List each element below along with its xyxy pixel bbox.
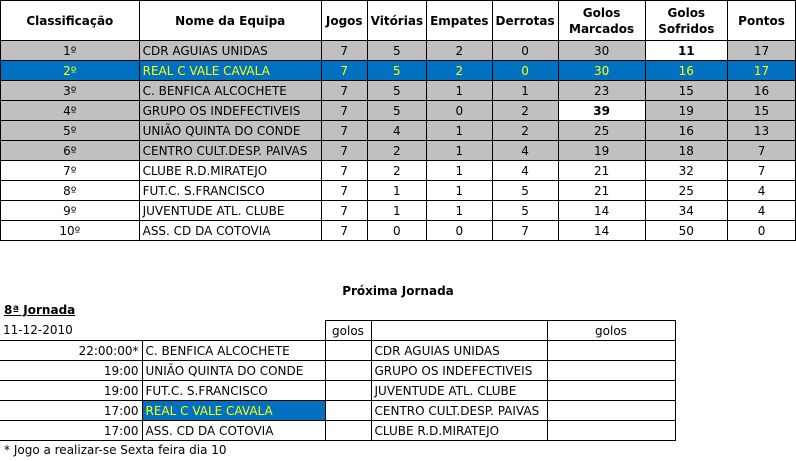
cell-pos: 2º <box>1 61 140 81</box>
cell-played: 7 <box>321 141 367 161</box>
cell-losses: 1 <box>492 81 558 101</box>
next-round-title: Próxima Jornada <box>342 284 454 298</box>
cell-played: 7 <box>321 181 367 201</box>
match-time: 17:00 <box>0 421 142 441</box>
table-row <box>1 101 796 121</box>
cell-pos: 4º <box>1 101 140 121</box>
away-team: CDR AGUIAS UNIDAS <box>371 341 547 361</box>
cell-pos: 9º <box>1 201 140 221</box>
away-team: CLUBE R.D.MIRATEJO <box>371 421 547 441</box>
cell-losses: 5 <box>492 181 558 201</box>
home-team: FUT.C. S.FRANCISCO <box>142 381 325 401</box>
cell-played: 7 <box>321 61 367 81</box>
cell-team: CDR AGUIAS UNIDAS <box>139 41 321 61</box>
cell-ga: 16 <box>645 61 728 81</box>
away-goals <box>547 401 675 421</box>
cell-pos: 8º <box>1 181 140 201</box>
cell-gf: 23 <box>558 81 645 101</box>
cell-wins: 5 <box>367 81 426 101</box>
fixtures-header-row <box>0 321 675 341</box>
cell-gf: 25 <box>558 121 645 141</box>
cell-pos: 5º <box>1 121 140 141</box>
cell-gf: 19 <box>558 141 645 161</box>
table-row <box>1 121 796 141</box>
cell-ga: 32 <box>645 161 728 181</box>
cell-ga: 18 <box>645 141 728 161</box>
header-losses: Derrotas <box>492 1 558 41</box>
cell-ga: 19 <box>645 101 728 121</box>
cell-wins: 2 <box>367 161 426 181</box>
cell-wins: 1 <box>367 201 426 221</box>
home-team: UNIÃO QUINTA DO CONDE <box>142 361 325 381</box>
cell-wins: 4 <box>367 121 426 141</box>
cell-pts: 13 <box>728 121 796 141</box>
cell-pos: 6º <box>1 141 140 161</box>
cell-draws: 2 <box>427 41 492 61</box>
cell-played: 7 <box>321 161 367 181</box>
home-goals <box>325 381 371 401</box>
match-time: 19:00 <box>0 361 142 381</box>
cell-pts: 17 <box>728 61 796 81</box>
cell-ga: 50 <box>645 221 728 241</box>
cell-pts: 7 <box>728 141 796 161</box>
cell-played: 7 <box>321 121 367 141</box>
cell-pts: 17 <box>728 41 796 61</box>
away-goals <box>547 381 675 401</box>
cell-team: FUT.C. S.FRANCISCO <box>139 181 321 201</box>
cell-gf: 30 <box>558 41 645 61</box>
cell-played: 7 <box>321 101 367 121</box>
cell-gf: 21 <box>558 181 645 201</box>
cell-gf: 30 <box>558 61 645 81</box>
table-row <box>1 141 796 161</box>
away-team: GRUPO OS INDEFECTIVEIS <box>371 361 547 381</box>
jornada-label: 8ª Jornada <box>4 303 76 317</box>
cell-team: JUVENTUDE ATL. CLUBE <box>139 201 321 221</box>
away-team: JUVENTUDE ATL. CLUBE <box>371 381 547 401</box>
cell-played: 7 <box>321 201 367 221</box>
cell-pts: 15 <box>728 101 796 121</box>
spacer <box>142 321 325 341</box>
fixture-row <box>0 381 675 401</box>
cell-team: C. BENFICA ALCOCHETE <box>139 81 321 101</box>
match-time: 19:00 <box>0 381 142 401</box>
fixture-row <box>0 361 675 381</box>
match-time: 22:00:00* <box>0 341 142 361</box>
cell-pts: 0 <box>728 221 796 241</box>
cell-team: UNIÃO QUINTA DO CONDE <box>139 121 321 141</box>
cell-wins: 0 <box>367 221 426 241</box>
cell-losses: 2 <box>492 101 558 121</box>
cell-wins: 5 <box>367 61 426 81</box>
home-goals-header: golos <box>325 321 371 341</box>
fixture-row <box>0 341 675 361</box>
cell-draws: 1 <box>427 121 492 141</box>
header-team: Nome da Equipa <box>139 1 321 41</box>
cell-played: 7 <box>321 221 367 241</box>
table-row <box>1 81 796 101</box>
away-goals <box>547 341 675 361</box>
cell-pts: 4 <box>728 181 796 201</box>
table-row <box>1 221 796 241</box>
cell-pos: 7º <box>1 161 140 181</box>
cell-played: 7 <box>321 81 367 101</box>
fixture-row <box>0 401 675 421</box>
cell-wins: 5 <box>367 41 426 61</box>
cell-gf: 39 <box>558 101 645 121</box>
cell-pts: 4 <box>728 201 796 221</box>
cell-losses: 0 <box>492 41 558 61</box>
cell-losses: 0 <box>492 61 558 81</box>
cell-pts: 7 <box>728 161 796 181</box>
spacer <box>371 321 547 341</box>
home-team: ASS. CD DA COTOVIA <box>142 421 325 441</box>
footnote: * Jogo a realizar-se Sexta feira dia 10 <box>4 443 227 457</box>
cell-losses: 7 <box>492 221 558 241</box>
cell-draws: 1 <box>427 141 492 161</box>
cell-wins: 1 <box>367 181 426 201</box>
cell-ga: 11 <box>645 41 728 61</box>
table-row <box>1 161 796 181</box>
fixtures-table <box>0 320 676 441</box>
cell-draws: 1 <box>427 181 492 201</box>
home-goals <box>325 421 371 441</box>
home-team: REAL C VALE CAVALA <box>142 401 325 421</box>
cell-team: CLUBE R.D.MIRATEJO <box>139 161 321 181</box>
cell-gf: 21 <box>558 161 645 181</box>
cell-losses: 5 <box>492 201 558 221</box>
cell-played: 7 <box>321 41 367 61</box>
away-goals <box>547 421 675 441</box>
table-row <box>1 201 796 221</box>
cell-team: CENTRO CULT.DESP. PAIVAS <box>139 141 321 161</box>
cell-pos: 3º <box>1 81 140 101</box>
cell-ga: 34 <box>645 201 728 221</box>
cell-pos: 1º <box>1 41 140 61</box>
table-row <box>1 181 796 201</box>
header-goals-for: Golos Marcados <box>558 1 645 41</box>
fixture-row <box>0 421 675 441</box>
cell-pts: 16 <box>728 81 796 101</box>
cell-draws: 2 <box>427 61 492 81</box>
cell-ga: 15 <box>645 81 728 101</box>
header-goals-against: Golos Sofridos <box>645 1 728 41</box>
cell-draws: 1 <box>427 81 492 101</box>
away-team: CENTRO CULT.DESP. PAIVAS <box>371 401 547 421</box>
cell-ga: 25 <box>645 181 728 201</box>
cell-gf: 14 <box>558 201 645 221</box>
cell-losses: 4 <box>492 161 558 181</box>
cell-team: GRUPO OS INDEFECTIVEIS <box>139 101 321 121</box>
standings-header-row <box>1 1 796 41</box>
cell-draws: 1 <box>427 201 492 221</box>
home-goals <box>325 401 371 421</box>
cell-team: ASS. CD DA COTOVIA <box>139 221 321 241</box>
table-row <box>1 41 796 61</box>
cell-pos: 10º <box>1 221 140 241</box>
cell-losses: 2 <box>492 121 558 141</box>
header-classification: Classificação <box>1 1 140 41</box>
away-goals-header: golos <box>547 321 675 341</box>
home-team: C. BENFICA ALCOCHETE <box>142 341 325 361</box>
cell-losses: 4 <box>492 141 558 161</box>
cell-ga: 16 <box>645 121 728 141</box>
away-goals <box>547 361 675 381</box>
home-goals <box>325 341 371 361</box>
match-date: 11-12-2010 <box>3 323 73 338</box>
cell-draws: 0 <box>427 101 492 121</box>
cell-wins: 2 <box>367 141 426 161</box>
cell-draws: 1 <box>427 161 492 181</box>
home-goals <box>325 361 371 381</box>
cell-draws: 0 <box>427 221 492 241</box>
cell-gf: 14 <box>558 221 645 241</box>
header-played: Jogos <box>321 1 367 41</box>
cell-team: REAL C VALE CAVALA <box>139 61 321 81</box>
header-points: Pontos <box>728 1 796 41</box>
header-wins: Vitórias <box>367 1 426 41</box>
match-time: 17:00 <box>0 401 142 421</box>
table-row <box>1 61 796 81</box>
header-draws: Empates <box>427 1 492 41</box>
cell-wins: 5 <box>367 101 426 121</box>
